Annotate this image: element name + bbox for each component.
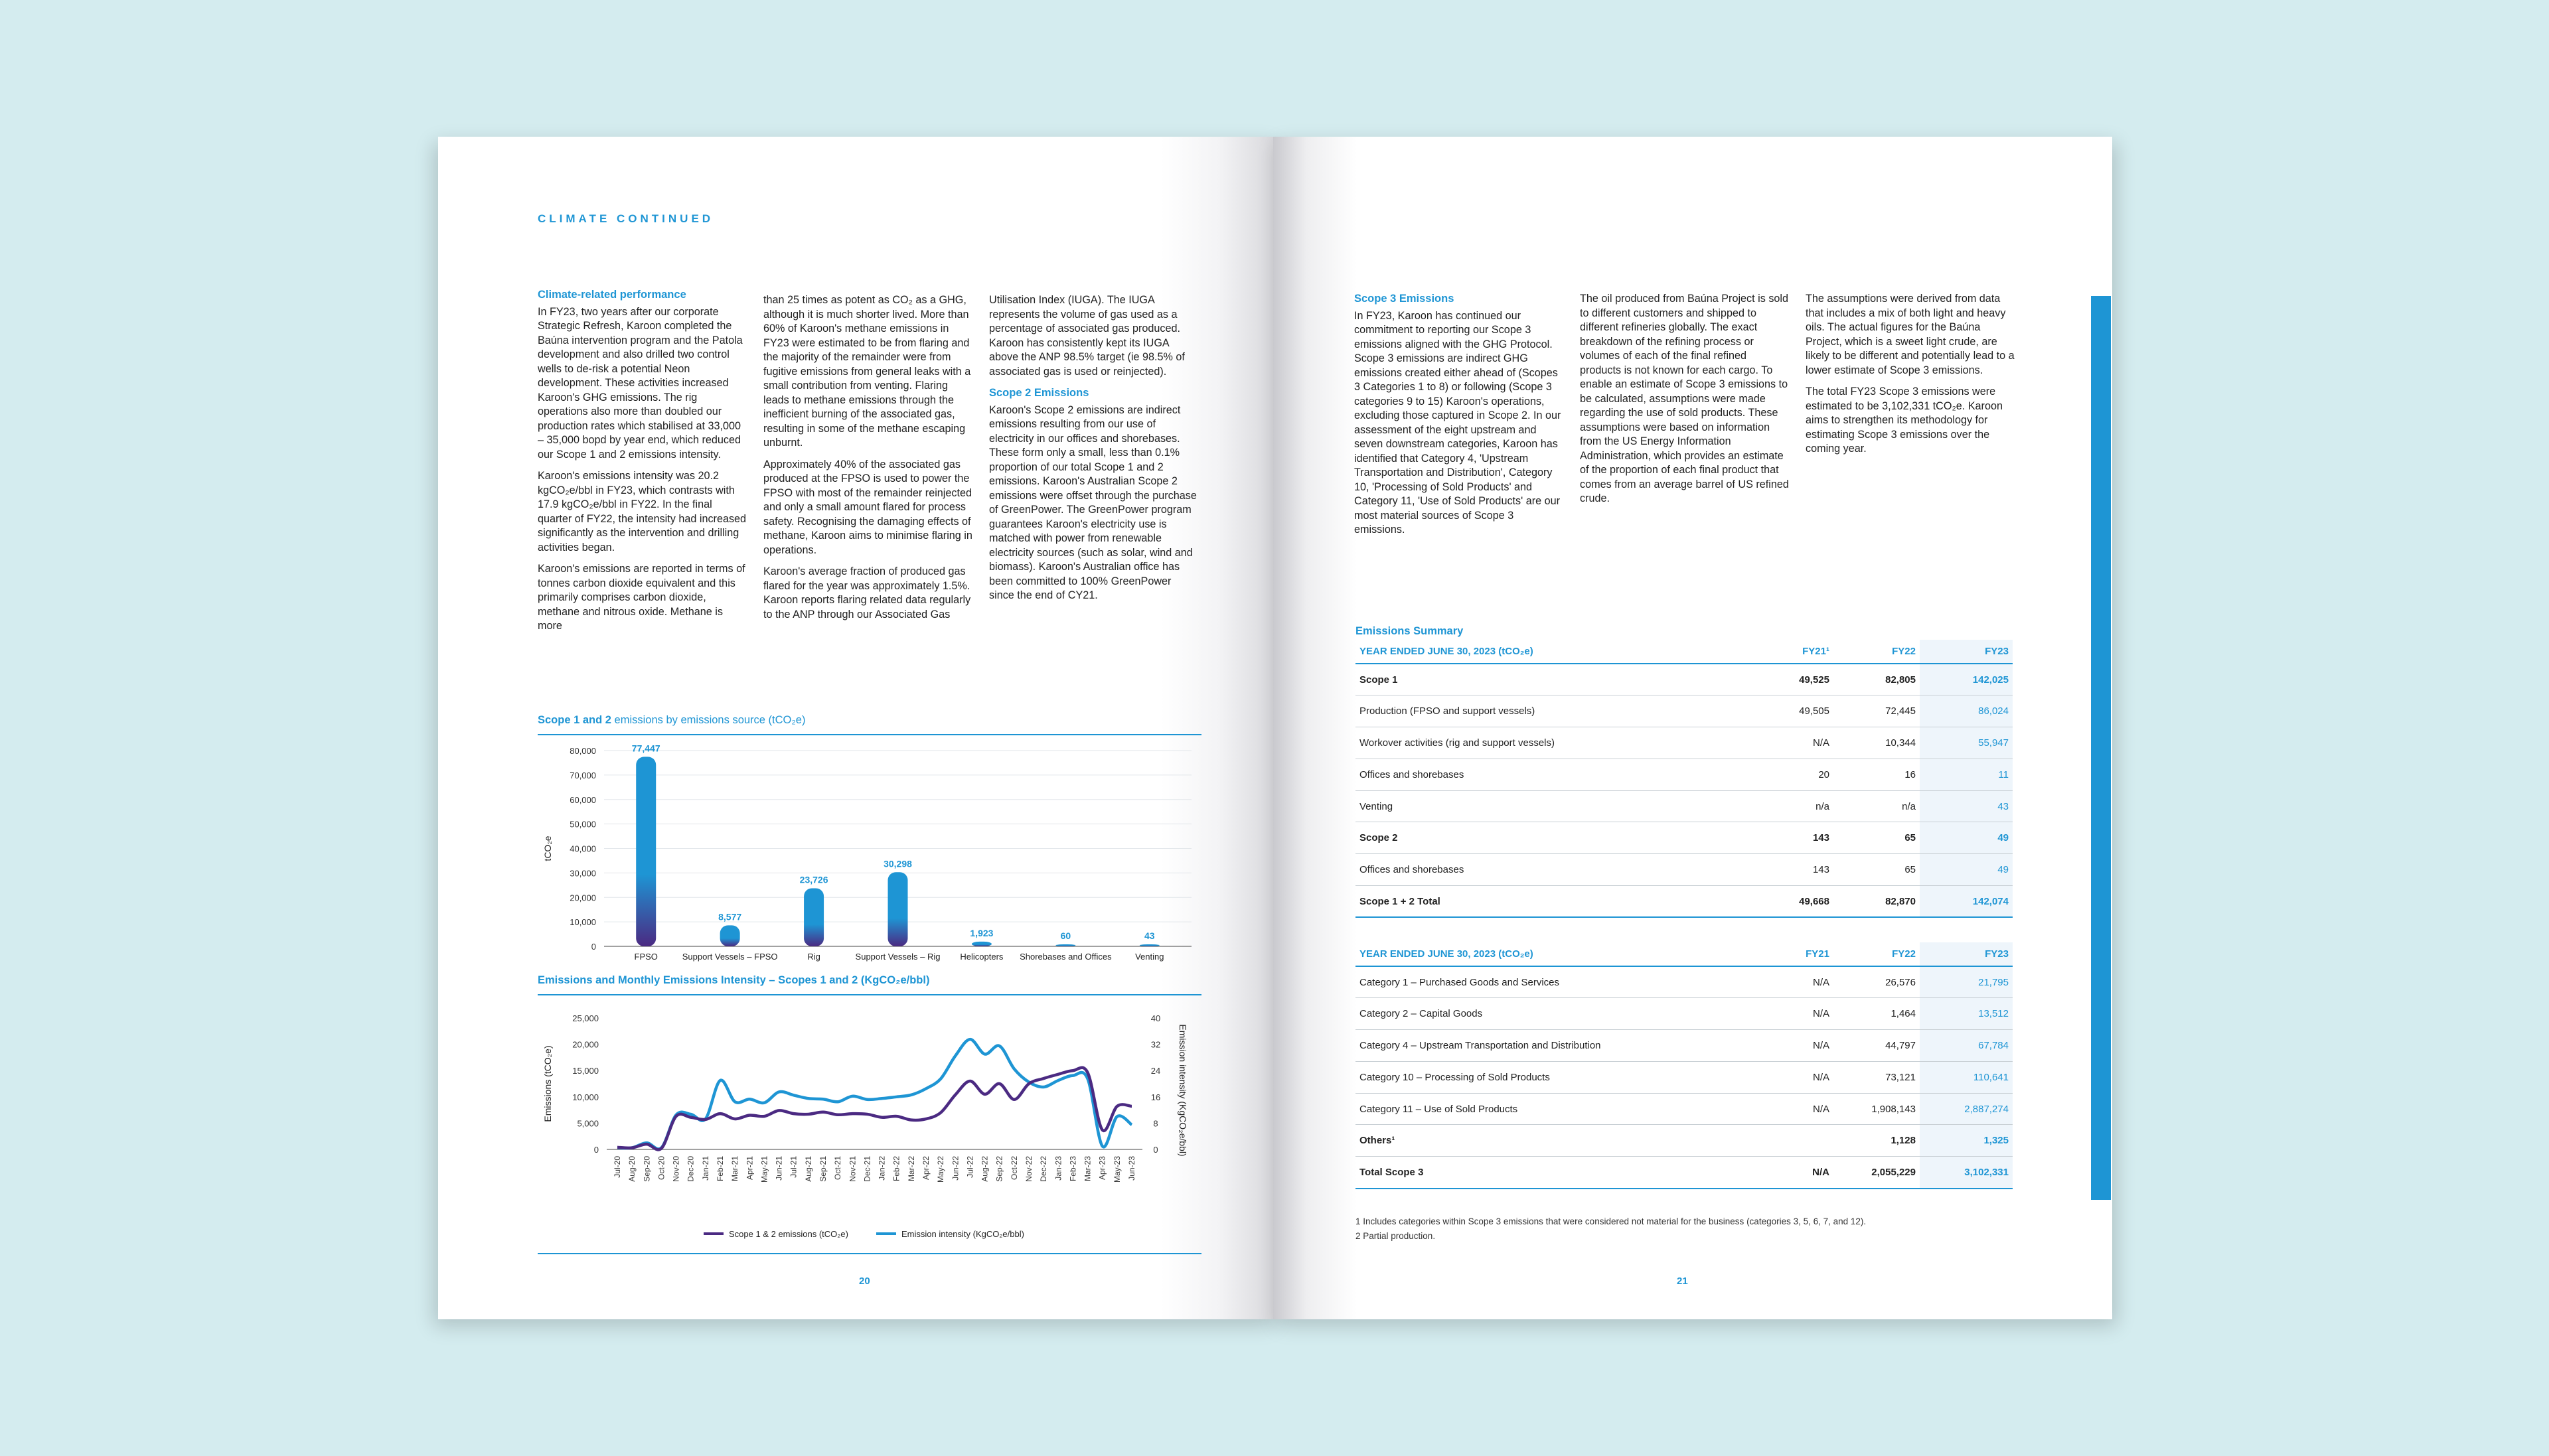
y2-tick-label: 16 [1150, 1092, 1161, 1102]
x-tick-label: May-23 [1112, 1156, 1122, 1183]
y-tick-label: 80,000 [570, 746, 596, 756]
table-cell: 82,805 [1833, 664, 1920, 695]
table-row [1355, 1030, 2013, 1062]
scope12-table [1355, 640, 2013, 918]
data-label: 30,298 [884, 858, 912, 869]
text-column-3 [989, 293, 1199, 611]
table-row [1355, 998, 2013, 1030]
legend-label: Emission intensity (KgCO₂e/bbl) [901, 1229, 1024, 1239]
left-page [438, 137, 1278, 1319]
table-cell: N/A [1747, 1157, 1833, 1189]
table-cell: Offices and shorebases [1355, 854, 1747, 886]
header-cell: FY22 [1833, 640, 1920, 664]
table-row [1355, 1061, 2013, 1093]
table-cell: 11 [1920, 759, 2013, 790]
header-cell: YEAR ENDED JUNE 30, 2023 (tCO₂e) [1355, 640, 1747, 664]
table-cell: Category 11 – Use of Sold Products [1355, 1093, 1747, 1125]
table-cell: 143 [1747, 822, 1833, 854]
data-label: 43 [1144, 930, 1155, 941]
table-cell: Workover activities (rig and support vessels) [1355, 727, 1747, 759]
x-tick-label: Jan-23 [1053, 1156, 1063, 1181]
table-cell: 49 [1920, 822, 2013, 854]
table-cell: N/A [1747, 1061, 1833, 1093]
table-row [1355, 1157, 2013, 1189]
x-tick-label: Oct-20 [657, 1156, 666, 1181]
chart2-rule [538, 994, 1201, 995]
header-cell: FY23 [1920, 942, 2013, 966]
x-tick-label: Jun-23 [1127, 1156, 1136, 1181]
x-tick-label: Aug-22 [980, 1156, 990, 1182]
header-cell: FY21¹ [1747, 640, 1833, 664]
x-tick-label: FPSO [634, 952, 658, 962]
x-tick-label: Jul-22 [965, 1156, 975, 1178]
data-label: 1,923 [970, 927, 994, 938]
y-tick-label: 0 [591, 942, 596, 952]
x-tick-label: Jun-22 [951, 1156, 961, 1181]
x-tick-label: Aug-20 [627, 1156, 637, 1182]
table-cell: 13,512 [1920, 998, 2013, 1030]
bar [1055, 944, 1075, 946]
table-cell: 1,908,143 [1833, 1093, 1920, 1125]
table-cell: 110,641 [1920, 1061, 2013, 1093]
paragraph: In FY23, two years after our corporate Strategic Refresh, Karoon completed the Baúna intervention program and the Patola development and also drilled two control wells to de-risk a potential Neon development. These activities increased Karoon's GHG emissions. The rig operations also more than doubled our production rates which stabilised at 33,000 – 35,000 bopd by year end, which reduced our Scope 1 and 2 emissions intensity. [538, 305, 743, 461]
table-cell: 10,344 [1833, 727, 1920, 759]
table-cell: 143 [1747, 854, 1833, 886]
table-cell: 1,325 [1920, 1125, 2013, 1157]
scope3-table [1355, 942, 2013, 1189]
x-tick-label: May-21 [759, 1156, 769, 1183]
x-tick-label: Jul-20 [613, 1156, 622, 1178]
y2-tick-label: 40 [1150, 1013, 1161, 1023]
y2-tick-label: 32 [1150, 1039, 1161, 1050]
table-row [1355, 727, 2013, 759]
table-cell: 2,055,229 [1833, 1157, 1920, 1189]
paragraph: The assumptions were derived from data that includes a mix of both light and heavy oils. The actual figures for the Baúna Project, which is a sweet light crude, are likely to be different and potentially lead to a lower estimate of Scope 3 emissions. [1806, 293, 2015, 376]
table-cell: n/a [1747, 790, 1833, 822]
table-cell: Category 1 – Purchased Goods and Services [1355, 966, 1747, 998]
table-cell: 72,445 [1833, 695, 1920, 727]
x-tick-label: Oct-21 [833, 1156, 843, 1181]
climate-performance-heading: Climate-related performance [538, 289, 686, 301]
table-cell: Category 2 – Capital Goods [1355, 998, 1747, 1030]
table-cell: Category 10 – Processing of Sold Products [1355, 1061, 1747, 1093]
page-number: 20 [859, 1275, 870, 1287]
y-tick-label: 70,000 [570, 770, 596, 780]
x-tick-label: Support Vessels – Rig [855, 952, 941, 962]
table-cell: 65 [1833, 854, 1920, 886]
table-cell: 1,128 [1833, 1125, 1920, 1157]
table-cell: 26,576 [1833, 966, 1920, 998]
x-tick-label: Support Vessels – FPSO [682, 952, 778, 962]
x-tick-label: Sep-21 [818, 1156, 828, 1182]
table-header [1355, 640, 2013, 664]
x-tick-label: Nov-22 [1024, 1156, 1034, 1182]
data-label: 23,726 [799, 874, 828, 885]
table-row [1355, 822, 2013, 854]
paragraph: In FY23, Karoon has continued our commitment to reporting our Scope 3 emissions aligned with the GHG Protocol. Scope 3 emissions are indirect GHG emissions created either ahead of (Scopes 3 Categories 1 to 8) or following (Scope 3 categories 9 to 15) Karoon's operations, excluding those captured in Scope 2. In our assessment of the eight upstream and seven downstream categories, Karoon has identified that Category 4, 'Upstream Transportation and Distribution', Category 10, 'Processing of Sold Products' and Category 11, 'Use of Sold Products' are our most material sources of Scope 3 emissions. [1354, 309, 1561, 536]
table-cell: N/A [1747, 1093, 1833, 1125]
paragraph: Utilisation Index (IUGA). The IUGA represents the volume of gas used as a percentage of associated gas produced. Karoon has consistently kept its IUGA above the ANP 98.5% target (ie 98.5% of associated gas is used or reinjected). [989, 294, 1185, 378]
table-row [1355, 886, 2013, 918]
y-tick-label: 60,000 [570, 794, 596, 805]
bar [636, 757, 656, 946]
table-cell: N/A [1747, 966, 1833, 998]
line-chart [538, 998, 1201, 1319]
bar [804, 889, 824, 946]
text-column-2 [1580, 292, 1790, 514]
table-cell: 20 [1747, 759, 1833, 790]
x-tick-label: Shorebases and Offices [1020, 952, 1112, 962]
table-header [1355, 942, 2013, 966]
chart1-rule [538, 734, 1201, 735]
table-row [1355, 1093, 2013, 1125]
x-tick-label: Jan-21 [700, 1156, 710, 1181]
x-tick-label: Dec-21 [862, 1156, 872, 1182]
emissions-summary-title: Emissions Summary [1355, 625, 1464, 637]
x-tick-label: Oct-22 [1009, 1156, 1019, 1181]
table-cell: N/A [1747, 727, 1833, 759]
table-cell: 142,074 [1920, 886, 2013, 918]
table-cell: 1,464 [1833, 998, 1920, 1030]
scope2-heading: Scope 2 Emissions [989, 387, 1089, 399]
bar [1140, 944, 1160, 946]
y-tick-label: 30,000 [570, 868, 596, 879]
y-tick-label: 40,000 [570, 843, 596, 854]
paragraph: than 25 times as potent as CO₂ as a GHG, although it is much shorter lived. More than 60% of Karoon's methane emissions in FY23 were estimated to be from flaring and the majority of the remainder were from fugitive emissions from general leaks with a small contribution from venting. Flaring leads to methane emissions through the inefficient burning of the associated gas, resulting in some of the methane escaping unburnt. [763, 294, 971, 449]
table-row [1355, 1125, 2013, 1157]
table-cell: 67,784 [1920, 1030, 2013, 1062]
y-tick-label: 10,000 [572, 1092, 599, 1102]
section-label: CLIMATE CONTINUED [538, 212, 714, 225]
text-column-1 [1354, 292, 1564, 545]
footnote-1: 1 Includes categories within Scope 3 emissions that were considered not material for the business (categories 3, 5, 6, 7, and 12). [1355, 1216, 1867, 1226]
y2-tick-label: 24 [1150, 1066, 1161, 1076]
table-cell: 44,797 [1833, 1030, 1920, 1062]
x-tick-label: Feb-23 [1068, 1156, 1078, 1182]
bar [720, 925, 740, 946]
table-cell: 142,025 [1920, 664, 2013, 695]
table-row [1355, 695, 2013, 727]
text-column-2 [763, 293, 973, 629]
table-cell: 73,121 [1833, 1061, 1920, 1093]
data-label: 8,577 [718, 911, 742, 922]
table-cell: 21,795 [1920, 966, 2013, 998]
x-tick-label: Apr-22 [921, 1156, 931, 1181]
x-tick-label: Venting [1135, 952, 1164, 962]
table-cell: Venting [1355, 790, 1747, 822]
table-cell: 16 [1833, 759, 1920, 790]
table-cell: Category 4 – Upstream Transportation and Distribution [1355, 1030, 1747, 1062]
table-cell: 49 [1920, 854, 2013, 886]
data-label: 77,447 [631, 743, 660, 754]
table-cell: Others¹ [1355, 1125, 1747, 1157]
y-tick-label: 20,000 [570, 893, 596, 903]
table-cell: 49,525 [1747, 664, 1833, 695]
table-row [1355, 759, 2013, 790]
data-label: 60 [1060, 930, 1071, 941]
y-tick-label: 15,000 [572, 1066, 599, 1076]
x-tick-label: Feb-22 [891, 1156, 901, 1182]
x-tick-label: May-22 [936, 1156, 946, 1183]
footnote-2: 2 Partial production. [1355, 1231, 1436, 1241]
footnotes [1355, 1214, 1866, 1244]
text-column-3 [1806, 292, 2015, 464]
x-tick-label: Jul-21 [789, 1156, 799, 1178]
table-cell: n/a [1833, 790, 1920, 822]
header-cell: FY23 [1920, 640, 2013, 664]
table-cell: Scope 2 [1355, 822, 1747, 854]
table-row [1355, 854, 2013, 886]
x-tick-label: Rig [807, 952, 820, 962]
y-tick-label: 5,000 [577, 1118, 599, 1129]
y2-axis-label: Emission intensity (KgCO₂e/bbl) [1178, 1024, 1188, 1157]
paragraph: The oil produced from Baúna Project is sold to different customers and shipped to different refineries globally. The exact breakdown of the refining process or volumes of each of the final refined products is not known for each cargo. To enable an estimate of Scope 3 emissions to be calculated, assumptions were made regarding the use of sold products. These assumptions were based on information from the US Energy Information Administration, which provides an estimate of the proportion of each final product that comes from an average barrel of US refined crude. [1580, 293, 1789, 504]
paragraph: Karoon's emissions intensity was 20.2 kgCO₂e/bbl in FY23, which contrasts with 17.9 kgCO₂e/bbl in FY22. In the final quarter of FY22, the intensity had increased significantly as the intervention and drilling activities began. [538, 470, 747, 553]
x-tick-label: Aug-21 [803, 1156, 813, 1182]
x-tick-label: Dec-20 [686, 1156, 696, 1182]
table-cell: 55,947 [1920, 727, 2013, 759]
table-cell: N/A [1747, 998, 1833, 1030]
paragraph: Karoon's Scope 2 emissions are indirect emissions resulting from our use of electricity in our offices and shorebases. These form only a small, less than 0.1% proportion of our total Scope 1 and 2 emissions. Karoon's Australian Scope 2 emissions were offset through the purchase of GreenPower. The GreenPower program guarantees Karoon's electricity use is matched with power from renewable electricity sources (such as solar, wind and biomass). Karoon's Australian office has been committed to 100% GreenPower since the end of CY21. [989, 403, 1197, 601]
text-column-1 [538, 288, 747, 641]
paragraph: Karoon's average fraction of produced gas flared for the year was approximately 1.5%. Karoon reports flaring related data regularly to the ANP through our Associated Gas [763, 565, 971, 620]
y-tick-label: 0 [593, 1145, 599, 1155]
table-cell: Total Scope 3 [1355, 1157, 1747, 1189]
table-row [1355, 664, 2013, 695]
x-tick-label: Jan-22 [877, 1156, 887, 1181]
table-cell: 86,024 [1920, 695, 2013, 727]
x-tick-label: Dec-22 [1039, 1156, 1049, 1182]
x-tick-label: Sep-20 [642, 1156, 652, 1182]
table-cell: 3,102,331 [1920, 1157, 2013, 1189]
y2-tick-label: 0 [1153, 1145, 1158, 1155]
bar-chart [538, 737, 1201, 963]
y-axis-label: Emissions (tCO₂e) [542, 1045, 553, 1122]
y-axis-label: tCO₂e [542, 836, 553, 861]
series-line-emissions [617, 1068, 1132, 1150]
y2-tick-label: 8 [1153, 1118, 1158, 1129]
series-line-intensity [617, 1039, 1132, 1149]
y-tick-label: 25,000 [572, 1013, 599, 1023]
x-tick-label: Feb-21 [716, 1156, 725, 1182]
y-tick-label: 20,000 [572, 1039, 599, 1050]
paragraph: The total FY23 Scope 3 emissions were estimated to be 3,102,331 tCO₂e. Karoon aims to strengthen its methodology for estimating Scope 3 emissions over the coming year. [1806, 386, 2003, 455]
table-row [1355, 966, 2013, 998]
page-number: 21 [1677, 1275, 1688, 1287]
x-tick-label: Sep-22 [994, 1156, 1004, 1182]
x-tick-label: Apr-23 [1097, 1156, 1107, 1181]
y-tick-label: 50,000 [570, 819, 596, 830]
bar [888, 872, 908, 946]
table-cell: 2,887,274 [1920, 1093, 2013, 1125]
table-cell: Production (FPSO and support vessels) [1355, 695, 1747, 727]
x-tick-label: Nov-21 [848, 1156, 858, 1182]
table-cell: 43 [1920, 790, 2013, 822]
chart1-title-a: Scope 1 and 2 [538, 714, 611, 726]
table-cell: 82,870 [1833, 886, 1920, 918]
paragraph: Approximately 40% of the associated gas produced at the FPSO is used to power the FPSO with most of the remainder reinjected and only a small amount flared for process safety. Recognising the damaging effects of methane, Karoon aims to minimise flaring in operations. [763, 458, 972, 556]
chart1-title-b: emissions by emissions source (tCO₂e) [611, 714, 806, 726]
scope3-heading: Scope 3 Emissions [1354, 293, 1454, 305]
header-cell: FY22 [1833, 942, 1920, 966]
table-cell: Scope 1 + 2 Total [1355, 886, 1747, 918]
table-cell: Scope 1 [1355, 664, 1747, 695]
page-tab-marker [2091, 296, 2111, 1200]
header-cell: FY21 [1747, 942, 1833, 966]
bar [972, 942, 992, 946]
x-tick-label: Helicopters [960, 952, 1004, 962]
x-tick-label: Nov-20 [671, 1156, 681, 1182]
table-row [1355, 790, 2013, 822]
chart2-bottom-rule [538, 1253, 1201, 1254]
table-cell: 65 [1833, 822, 1920, 854]
chart2-title: Emissions and Monthly Emissions Intensity – Scopes 1 and 2 (KgCO₂e/bbl) [538, 974, 930, 986]
x-tick-label: Mar-22 [906, 1156, 916, 1182]
table-cell: 49,668 [1747, 886, 1833, 918]
header-cell: YEAR ENDED JUNE 30, 2023 (tCO₂e) [1355, 942, 1747, 966]
table-cell [1747, 1125, 1833, 1157]
chart1-title [538, 714, 805, 727]
table-cell: N/A [1747, 1030, 1833, 1062]
x-tick-label: Mar-23 [1083, 1156, 1093, 1182]
y-tick-label: 10,000 [570, 917, 596, 928]
x-tick-label: Jun-21 [774, 1156, 784, 1181]
paragraph: Karoon's emissions are reported in terms of tonnes carbon dioxide equivalent and this primarily comprises carbon dioxide, methane and nitrous oxide. Methane is more [538, 563, 745, 632]
table-cell: 49,505 [1747, 695, 1833, 727]
right-page [1273, 137, 2112, 1319]
x-tick-label: Apr-21 [745, 1156, 755, 1181]
legend-label: Scope 1 & 2 emissions (tCO₂e) [729, 1229, 848, 1239]
table-cell: Offices and shorebases [1355, 759, 1747, 790]
x-tick-label: Mar-21 [730, 1156, 740, 1182]
